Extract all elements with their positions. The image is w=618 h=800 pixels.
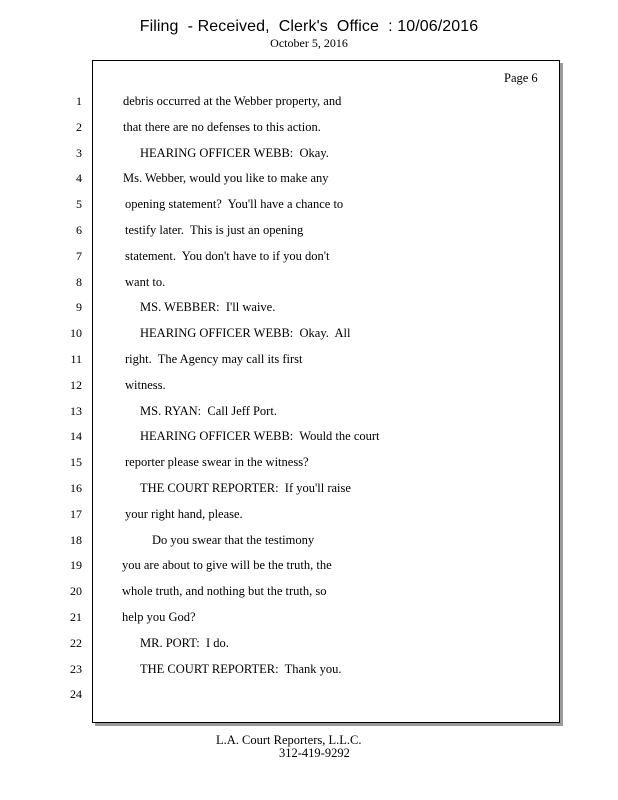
transcript-line: Do you swear that the testimony	[152, 533, 315, 547]
transcript-line: HEARING OFFICER WEBB: Would the court	[140, 429, 380, 443]
transcript-line: statement. You don't have to if you don't	[125, 249, 330, 263]
transcript-line: THE COURT REPORTER: Thank you.	[140, 662, 342, 676]
header-date: October 5, 2016	[270, 36, 348, 50]
transcript-line: opening statement? You'll have a chance to	[125, 197, 344, 211]
transcript-line: want to.	[125, 275, 166, 289]
transcript-line: MS. RYAN: Call Jeff Port.	[140, 404, 277, 418]
line-number: 4	[76, 171, 82, 185]
transcript-line: right. The Agency may call its first	[125, 352, 303, 366]
transcript-line: you are about to give will be the truth, the	[122, 558, 332, 572]
line-number: 11	[70, 352, 82, 366]
line-number: 6	[76, 223, 82, 237]
transcript-line: MS. WEBBER: I'll waive.	[140, 300, 276, 314]
transcript-line: your right hand, please.	[125, 507, 243, 521]
line-number: 9	[76, 300, 82, 314]
line-number: 14	[70, 429, 82, 443]
transcript-line: HEARING OFFICER WEBB: Okay. All	[140, 326, 351, 340]
line-number: 15	[70, 455, 82, 469]
line-number: 8	[76, 275, 82, 289]
line-number: 1	[76, 94, 82, 108]
line-number: 13	[70, 404, 82, 418]
line-number: 2	[76, 120, 82, 134]
transcript-line: THE COURT REPORTER: If you'll raise	[140, 481, 351, 495]
transcript-line: help you God?	[122, 610, 196, 624]
line-number: 22	[70, 636, 82, 650]
transcript-line: whole truth, and nothing but the truth, so	[122, 584, 327, 598]
line-number: 7	[76, 249, 82, 263]
transcript-line: debris occurred at the Webber property, and	[123, 94, 342, 108]
transcript-line: Ms. Webber, would you like to make any	[123, 171, 329, 185]
footer-company: L.A. Court Reporters, L.L.C.	[216, 733, 362, 747]
line-number: 20	[70, 584, 82, 598]
line-number: 12	[70, 378, 82, 392]
transcript-line: reporter please swear in the witness?	[125, 455, 309, 469]
transcript-line: testify later. This is just an opening	[125, 223, 304, 237]
transcript-line: MR. PORT: I do.	[140, 636, 229, 650]
transcript-line: HEARING OFFICER WEBB: Okay.	[140, 146, 329, 160]
footer-phone: 312-419-9292	[279, 746, 350, 760]
line-number: 17	[70, 507, 82, 521]
line-number: 16	[70, 481, 82, 495]
line-number: 3	[76, 146, 82, 160]
line-number: 10	[70, 326, 82, 340]
line-number: 19	[70, 558, 82, 572]
transcript-line: witness.	[125, 378, 166, 392]
line-number: 18	[70, 533, 82, 547]
line-number: 5	[76, 197, 82, 211]
line-number: 23	[70, 662, 82, 676]
line-number: 24	[70, 687, 82, 701]
filing-stamp: Filing - Received, Clerk's Office : 10/06/2016	[139, 18, 479, 35]
transcript-line: that there are no defenses to this action.	[123, 120, 321, 134]
line-number: 21	[70, 610, 82, 624]
page-number-label: Page 6	[504, 71, 538, 85]
